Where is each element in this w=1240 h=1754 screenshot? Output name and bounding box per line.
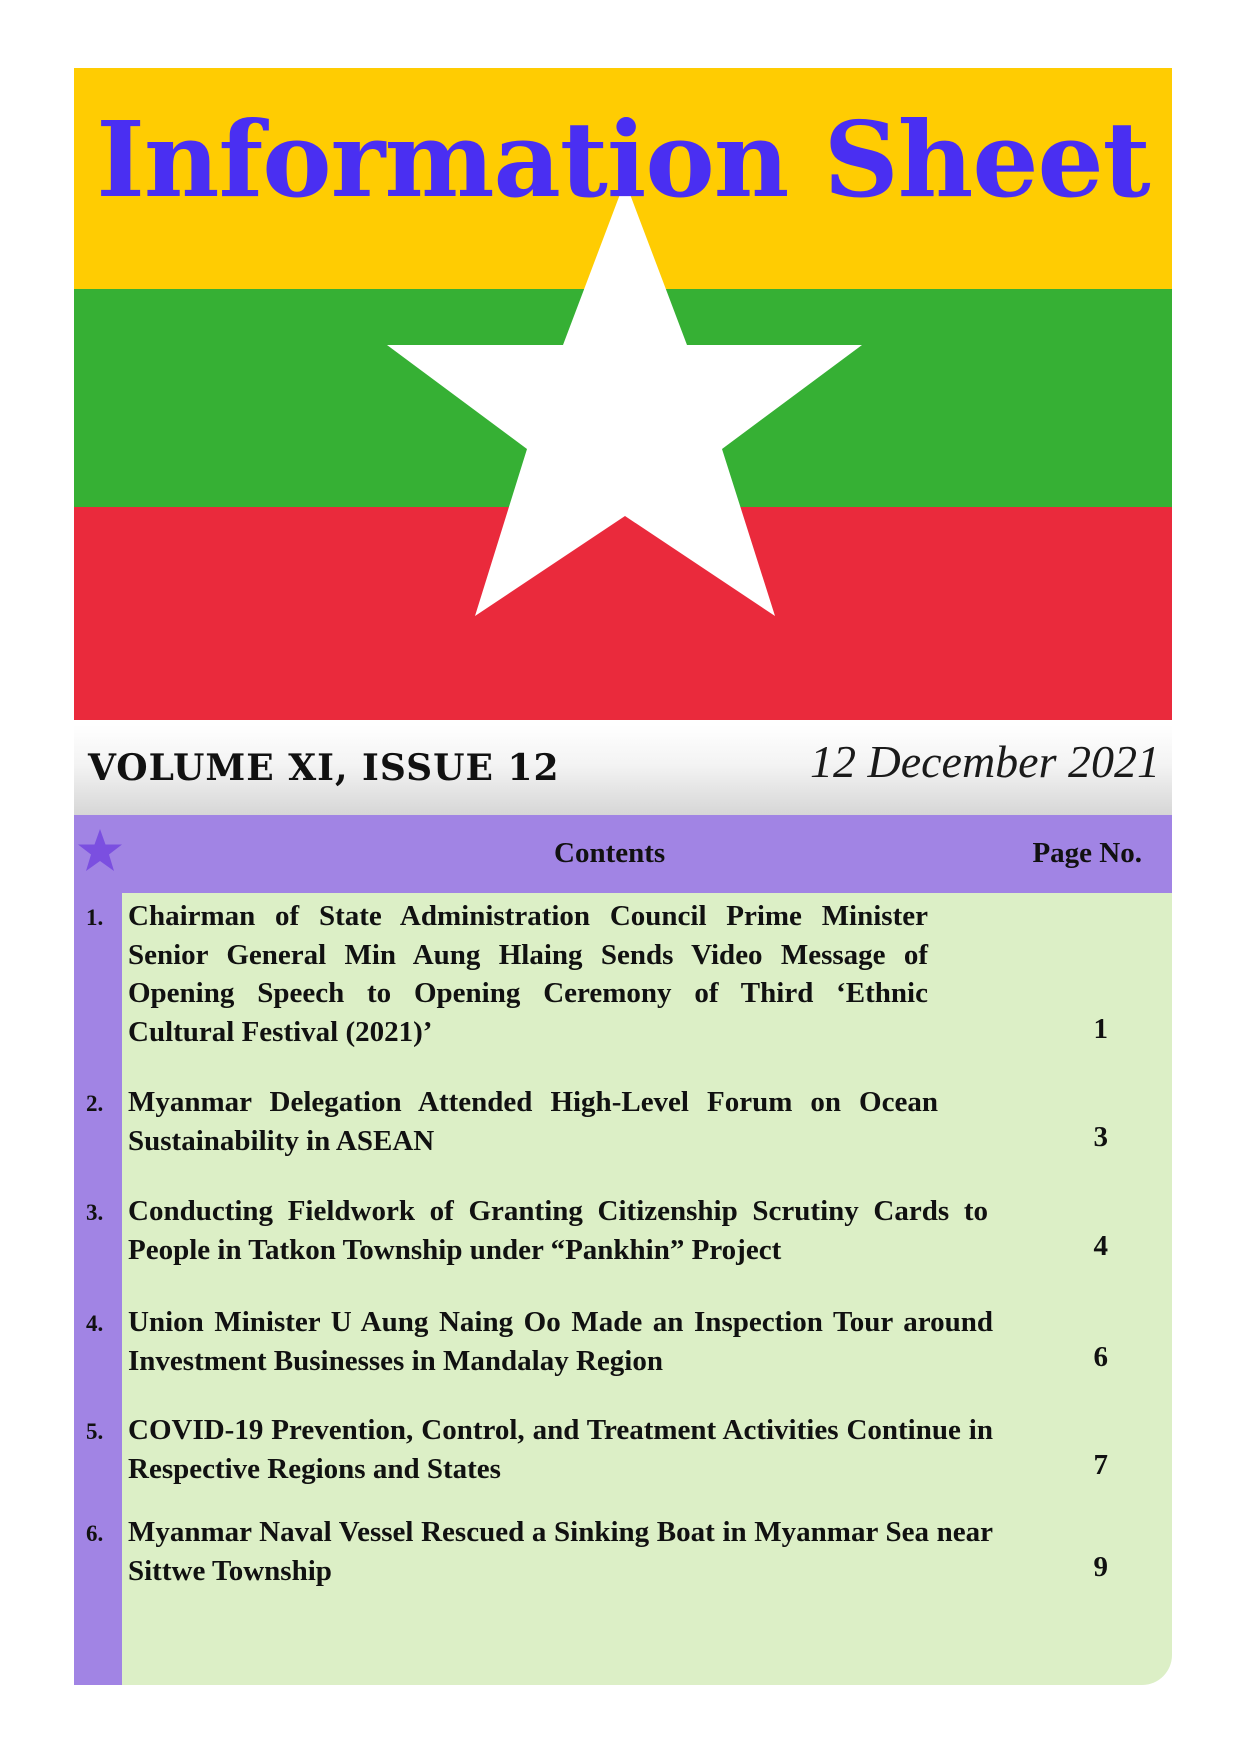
toc-page: 6	[1093, 1341, 1108, 1373]
page-no-header: Page No.	[1032, 837, 1142, 869]
contents-panel	[74, 815, 1172, 1685]
toc-title[interactable]: Myanmar Naval Vessel Rescued a Sinking Boat in Myanmar Sea near Sittwe Township	[128, 1516, 993, 1587]
toc-number: 2.	[86, 1091, 104, 1116]
toc-page: 9	[1093, 1551, 1108, 1583]
volume-issue: VOLUME XI, ISSUE 12	[88, 747, 560, 789]
toc-page: 3	[1093, 1121, 1108, 1153]
contents-title: Contents	[554, 837, 666, 869]
toc-title[interactable]: COVID-19 Prevention, Control, and Treatment Activities Continue in Respective Regions and States	[128, 1414, 993, 1485]
toc-item[interactable]	[74, 1299, 1172, 1389]
toc-title[interactable]: Union Minister U Aung Naing Oo Made an Inspection Tour around Investment Businesses in Mandalay Region	[128, 1306, 993, 1377]
toc-page: 1	[1093, 1013, 1108, 1045]
issue-bar	[74, 725, 1172, 815]
myanmar-flag	[74, 68, 1172, 720]
toc-item[interactable]	[74, 1407, 1172, 1497]
toc-page: 7	[1093, 1449, 1108, 1481]
toc-title[interactable]: Chairman of State Administration Council Prime Minister Senior General Min Aung Hlaing Sends Video Message of Opening Speech to Opening Ceremony of Third ‘Ethnic Cultural Festival (2021)’	[128, 900, 928, 1048]
toc-number: 1.	[86, 905, 104, 930]
toc-number: 5.	[86, 1419, 104, 1444]
toc-page: 4	[1093, 1230, 1108, 1262]
contents-header	[74, 815, 1172, 893]
toc-title[interactable]: Conducting Fieldwork of Granting Citizenship Scrutiny Cards to People in Tatkon Township under “Pankhin” Project	[128, 1195, 988, 1266]
toc-item[interactable]	[74, 893, 1172, 1068]
toc-item[interactable]	[74, 1188, 1172, 1278]
page-title: Information Sheet	[96, 98, 1150, 221]
toc-number: 6.	[86, 1521, 104, 1546]
star-icon	[76, 827, 124, 875]
toc-title[interactable]: Myanmar Delegation Attended High-Level Forum on Ocean Sustainability in ASEAN	[128, 1086, 938, 1157]
toc-number: 4.	[86, 1311, 104, 1336]
toc-item[interactable]	[74, 1509, 1172, 1599]
toc-number: 3.	[86, 1200, 104, 1225]
issue-date: 12 December 2021	[809, 736, 1160, 787]
toc-item[interactable]	[74, 1079, 1172, 1169]
